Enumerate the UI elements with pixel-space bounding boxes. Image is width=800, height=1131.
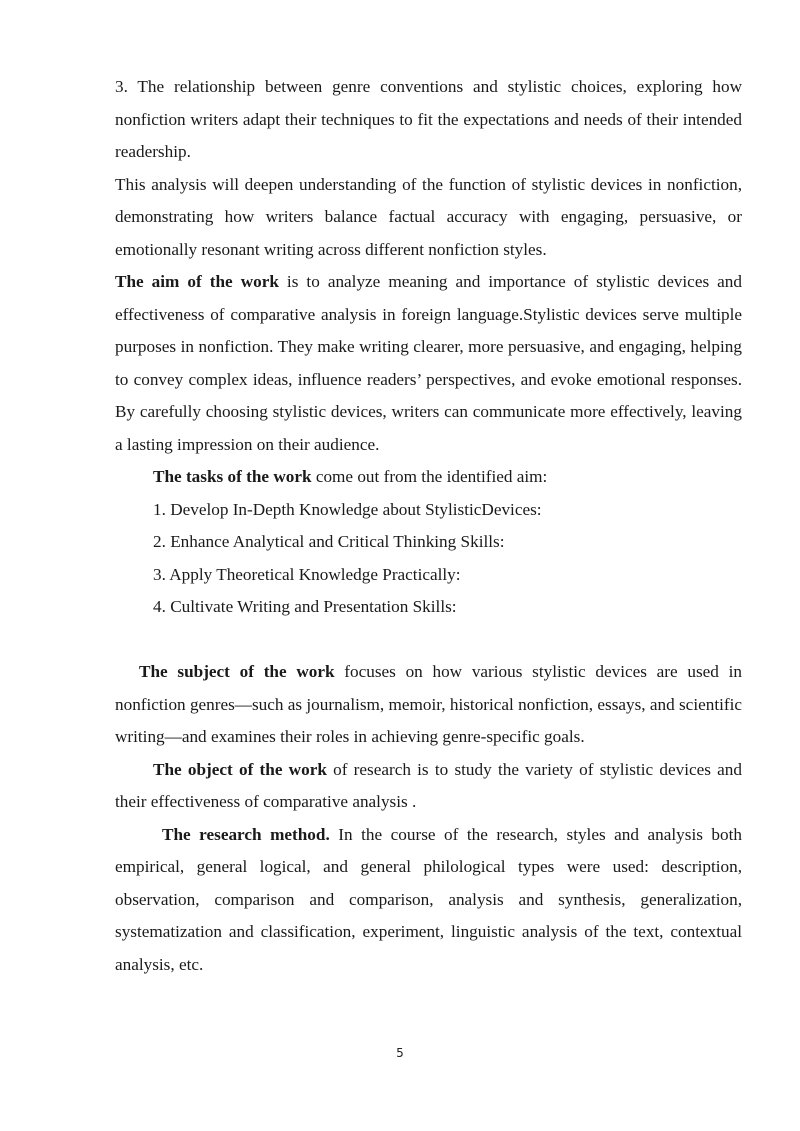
blank-line: [115, 624, 742, 657]
aim-heading: The aim of the work: [115, 272, 279, 291]
method-heading: The research method.: [162, 824, 330, 844]
paragraph-research-method: [115, 819, 742, 982]
aim-text: is to analyze meaning and importance of stylistic devices and effectiveness of comparative analysis in foreign language.Stylistic devices serve multiple purposes in nonfiction. They make writing clearer, more persuasive, and engaging, helping to convey complex ideas, influence readers’ perspectives, and evoke emotional responses. By carefully choosing stylistic devices, writers can communicate more effectively, leaving a lasting impression on their audience.: [115, 272, 742, 454]
paragraph-analysis-summary: This analysis will deepen understanding of the function of stylistic devices in nonfiction, demonstrating how writers balance factual accuracy with engaging, persuasive, or emotionally resonant writing across different nonfiction styles.: [115, 174, 742, 259]
tasks-heading: The tasks of the work: [153, 467, 312, 486]
page-number: 5: [396, 1046, 404, 1060]
list-item: 2. Enhance Analytical and Critical Thinking Skills:: [153, 532, 505, 551]
paragraph-genre-conventions: 3. The relationship between genre conventions and stylistic choices, exploring how nonfiction writers adapt their techniques to fit the expectations and needs of their intended readership.: [115, 77, 742, 161]
subject-text: focuses on how various stylistic devices are used in nonfiction genres—such as journalism, memoir, historical nonfiction, essays, and scientific writing—and examines their roles in achieving genre-specific goals.: [115, 662, 742, 746]
subject-heading: The subject of the work: [139, 662, 335, 681]
list-item: 1. Develop In-Depth Knowledge about StylisticDevices:: [153, 499, 542, 519]
object-heading: The object of the work: [153, 759, 327, 779]
page-body: [115, 71, 742, 981]
list-item: 3. Apply Theoretical Knowledge Practically:: [153, 564, 461, 584]
paragraph-object: [115, 754, 742, 819]
method-text: In the course of the research, styles and analysis both empirical, general logical, and general philological types were used: description, observation, comparison and comparison, analysis and synthesis, generalization, systematization and classification, experiment, linguistic analysis of the text, contextual analysis, etc.: [115, 824, 742, 974]
list-item: 4. Cultivate Writing and Presentation Skills:: [153, 597, 457, 616]
paragraph-tasks: [115, 461, 742, 494]
tasks-text: come out from the identified aim:: [311, 467, 548, 486]
paragraph-subject: [115, 656, 742, 754]
object-text: of research is to study the variety of stylistic devices and their effectiveness of comparative analysis .: [115, 759, 742, 811]
paragraph-aim: [115, 266, 742, 461]
